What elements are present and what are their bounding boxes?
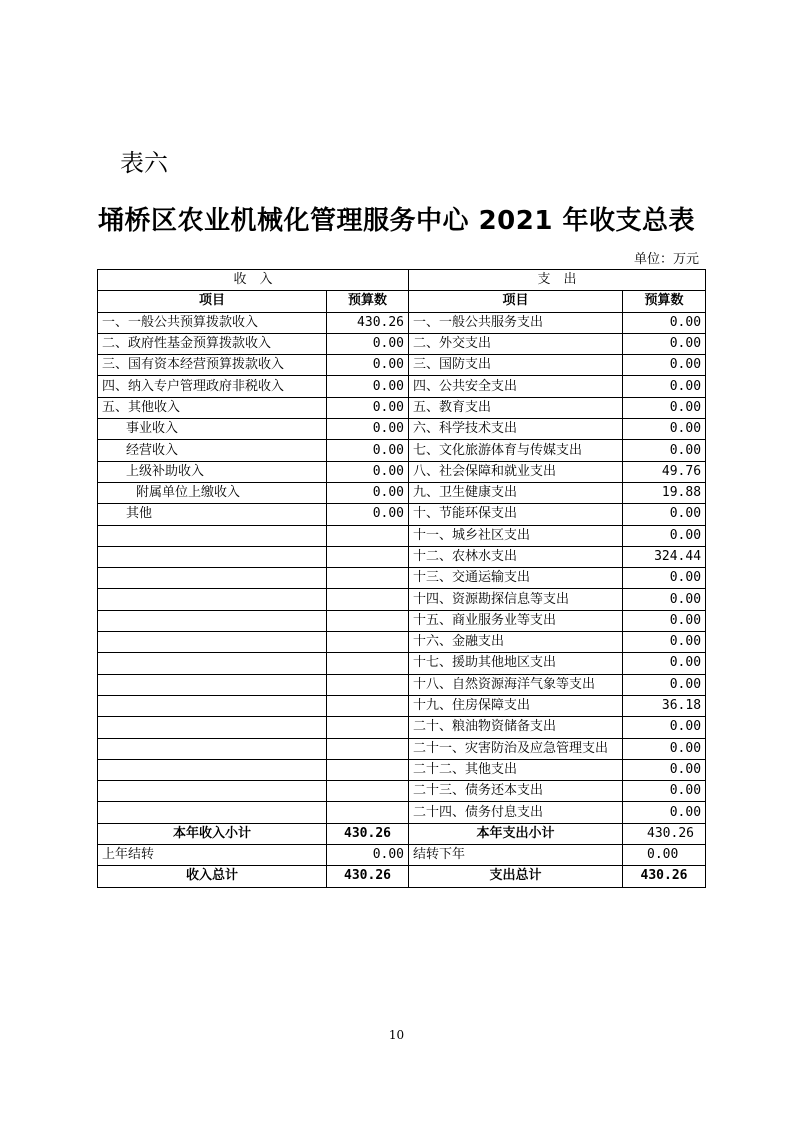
table-row	[98, 717, 706, 738]
expense-budget-header: 预算数	[623, 291, 706, 312]
income-item-cell: 经营收入	[98, 440, 327, 461]
income-item-cell	[98, 546, 327, 567]
expense-item-cell: 十四、资源勘探信息等支出	[409, 589, 623, 610]
expense-value-cell: 0.00	[623, 781, 706, 802]
income-item-cell	[98, 568, 327, 589]
income-item-cell: 其他	[98, 504, 327, 525]
income-item-cell	[98, 781, 327, 802]
income-value-cell	[327, 632, 409, 653]
table-row	[98, 759, 706, 780]
income-value-cell	[327, 802, 409, 823]
expense-value-cell: 0.00	[623, 589, 706, 610]
income-value-cell: 0.00	[327, 504, 409, 525]
page-number: 10	[388, 1028, 405, 1042]
expense-item-cell: 十一、城乡社区支出	[409, 525, 623, 546]
expense-value-cell: 0.00	[623, 355, 706, 376]
total-income-label: 收入总计	[98, 866, 327, 887]
table-row	[98, 674, 706, 695]
unit-label: 单位：万元	[633, 252, 699, 267]
expense-section-header: 支 出	[409, 270, 706, 291]
carry-income-value: 0.00	[327, 845, 409, 866]
subtotal-income-value: 430.26	[327, 823, 409, 844]
table-row	[98, 695, 706, 716]
table-row	[98, 419, 706, 440]
table-row	[98, 525, 706, 546]
table-row	[98, 397, 706, 418]
table-row	[98, 461, 706, 482]
table-row	[98, 333, 706, 354]
income-value-cell: 0.00	[327, 376, 409, 397]
income-value-cell	[327, 759, 409, 780]
subtotal-row	[98, 823, 706, 844]
expense-value-cell: 0.00	[623, 674, 706, 695]
income-value-cell: 0.00	[327, 397, 409, 418]
expense-item-cell: 十七、援助其他地区支出	[409, 653, 623, 674]
table-row	[98, 738, 706, 759]
income-value-cell	[327, 717, 409, 738]
income-value-cell	[327, 525, 409, 546]
income-value-cell	[327, 653, 409, 674]
expense-item-cell: 十、节能环保支出	[409, 504, 623, 525]
table-row	[98, 355, 706, 376]
expense-value-cell: 0.00	[623, 568, 706, 589]
expense-item-header: 项目	[409, 291, 623, 312]
expense-item-cell: 六、科学技术支出	[409, 419, 623, 440]
expense-value-cell: 49.76	[623, 461, 706, 482]
income-value-cell	[327, 695, 409, 716]
subtotal-expense-value: 430.26	[623, 823, 706, 844]
table-row	[98, 482, 706, 503]
table-row	[98, 504, 706, 525]
expense-value-cell: 0.00	[623, 376, 706, 397]
expense-item-cell: 三、国防支出	[409, 355, 623, 376]
expense-item-cell: 十八、自然资源海洋气象等支出	[409, 674, 623, 695]
income-item-cell	[98, 674, 327, 695]
expense-item-cell: 二十、粮油物资储备支出	[409, 717, 623, 738]
income-value-cell	[327, 568, 409, 589]
expense-item-cell: 四、公共安全支出	[409, 376, 623, 397]
income-item-cell: 三、国有资本经营预算拨款收入	[98, 355, 327, 376]
income-section-header: 收 入	[98, 270, 409, 291]
budget-summary-table	[97, 269, 706, 888]
income-item-cell	[98, 632, 327, 653]
expense-item-cell: 二十一、灾害防治及应急管理支出	[409, 738, 623, 759]
expense-item-cell: 七、文化旅游体育与传媒支出	[409, 440, 623, 461]
expense-value-cell: 0.00	[623, 632, 706, 653]
expense-item-cell: 十六、金融支出	[409, 632, 623, 653]
expense-item-cell: 十五、商业服务业等支出	[409, 610, 623, 631]
subtotal-income-label: 本年收入小计	[98, 823, 327, 844]
income-item-cell: 一、一般公共预算拨款收入	[98, 312, 327, 333]
expense-item-cell: 十九、住房保障支出	[409, 695, 623, 716]
income-value-cell: 0.00	[327, 482, 409, 503]
income-value-cell: 0.00	[327, 355, 409, 376]
expense-value-cell: 19.88	[623, 482, 706, 503]
income-value-cell	[327, 610, 409, 631]
expense-value-cell: 0.00	[623, 397, 706, 418]
expense-item-cell: 一、一般公共服务支出	[409, 312, 623, 333]
total-income-value: 430.26	[327, 866, 409, 887]
income-item-cell: 上级补助收入	[98, 461, 327, 482]
income-item-cell	[98, 525, 327, 546]
expense-value-cell: 0.00	[623, 802, 706, 823]
expense-item-cell: 九、卫生健康支出	[409, 482, 623, 503]
expense-value-cell: 0.00	[623, 440, 706, 461]
income-item-cell	[98, 695, 327, 716]
expense-value-cell: 0.00	[623, 610, 706, 631]
expense-value-cell: 324.44	[623, 546, 706, 567]
expense-item-cell: 二十二、其他支出	[409, 759, 623, 780]
expense-item-cell: 五、教育支出	[409, 397, 623, 418]
table-row	[98, 440, 706, 461]
total-expense-value: 430.26	[623, 866, 706, 887]
expense-item-cell: 十二、农林水支出	[409, 546, 623, 567]
table-row	[98, 546, 706, 567]
subtotal-expense-label: 本年支出小计	[409, 823, 623, 844]
income-item-cell: 附属单位上缴收入	[98, 482, 327, 503]
table-row	[98, 376, 706, 397]
income-item-cell	[98, 759, 327, 780]
table-row	[98, 568, 706, 589]
table-row	[98, 781, 706, 802]
income-item-cell	[98, 802, 327, 823]
expense-value-cell: 0.00	[623, 419, 706, 440]
expense-item-cell: 十三、交通运输支出	[409, 568, 623, 589]
expense-value-cell: 0.00	[623, 312, 706, 333]
expense-value-cell: 0.00	[623, 717, 706, 738]
expense-value-cell: 0.00	[623, 333, 706, 354]
table-label: 表六	[120, 149, 168, 177]
table-row	[98, 312, 706, 333]
section-header-row	[98, 270, 706, 291]
grand-total-row	[98, 866, 706, 887]
expense-item-cell: 二十四、债务付息支出	[409, 802, 623, 823]
income-value-cell	[327, 738, 409, 759]
income-value-cell	[327, 674, 409, 695]
income-value-cell: 430.26	[327, 312, 409, 333]
income-item-cell	[98, 738, 327, 759]
expense-value-cell: 0.00	[623, 759, 706, 780]
expense-value-cell: 0.00	[623, 653, 706, 674]
carry-over-row	[98, 845, 706, 866]
table-row	[98, 589, 706, 610]
income-value-cell	[327, 781, 409, 802]
income-item-cell: 二、政府性基金预算拨款收入	[98, 333, 327, 354]
column-header-row	[98, 291, 706, 312]
table-row	[98, 632, 706, 653]
income-value-cell: 0.00	[327, 461, 409, 482]
income-value-cell: 0.00	[327, 333, 409, 354]
income-item-cell	[98, 717, 327, 738]
income-value-cell: 0.00	[327, 440, 409, 461]
income-item-cell	[98, 589, 327, 610]
expense-value-cell: 36.18	[623, 695, 706, 716]
income-item-cell: 事业收入	[98, 419, 327, 440]
income-budget-header: 预算数	[327, 291, 409, 312]
expense-item-cell: 八、社会保障和就业支出	[409, 461, 623, 482]
table-row	[98, 802, 706, 823]
table-row	[98, 653, 706, 674]
table-row	[98, 610, 706, 631]
expense-item-cell: 二十三、债务还本支出	[409, 781, 623, 802]
expense-value-cell: 0.00	[623, 738, 706, 759]
income-item-cell: 四、纳入专户管理政府非税收入	[98, 376, 327, 397]
expense-value-cell: 0.00	[623, 504, 706, 525]
total-expense-label: 支出总计	[409, 866, 623, 887]
expense-value-cell: 0.00	[623, 525, 706, 546]
income-value-cell	[327, 589, 409, 610]
document-title: 埇桥区农业机械化管理服务中心 2021 年收支总表	[98, 206, 695, 236]
income-item-cell: 五、其他收入	[98, 397, 327, 418]
income-item-header: 项目	[98, 291, 327, 312]
carry-income-label: 上年结转	[98, 845, 327, 866]
income-item-cell	[98, 653, 327, 674]
expense-item-cell: 二、外交支出	[409, 333, 623, 354]
carry-expense-label: 结转下年	[409, 845, 623, 866]
income-item-cell	[98, 610, 327, 631]
income-value-cell: 0.00	[327, 419, 409, 440]
income-value-cell	[327, 546, 409, 567]
carry-expense-value: 0.00	[623, 845, 706, 866]
